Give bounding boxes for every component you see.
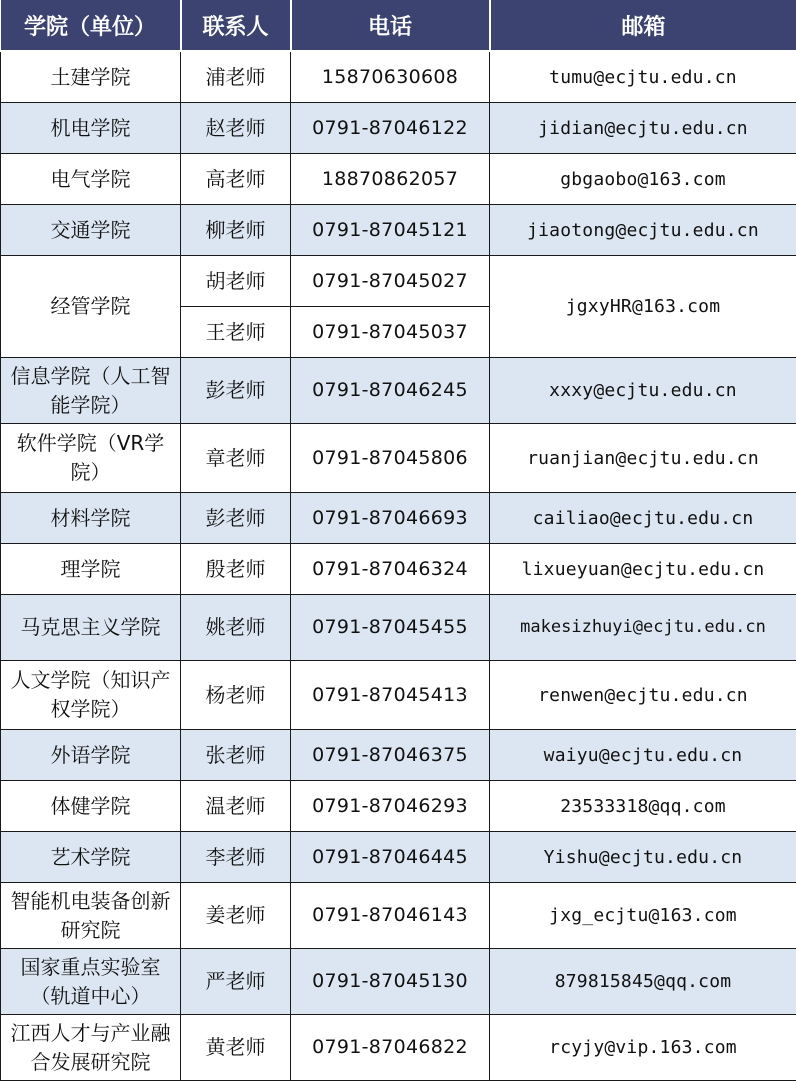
- contact-cell: 严老师: [181, 949, 291, 1015]
- phone-cell: 0791-87045413: [291, 661, 490, 730]
- table-row: [1, 661, 796, 730]
- table-row: [1, 595, 796, 661]
- phone-cell: 0791-87045806: [291, 424, 490, 493]
- phone-cell: 0791-87045027: [291, 256, 490, 307]
- phone-cell: 0791-87046122: [291, 103, 490, 154]
- college-cell: 体健学院: [1, 781, 181, 832]
- contact-cell: 浦老师: [181, 51, 291, 103]
- phone-cell: 0791-87046324: [291, 544, 490, 595]
- table-row: [1, 424, 796, 493]
- contact-cell: 彭老师: [181, 358, 291, 424]
- table-row: [1, 1015, 796, 1081]
- contact-cell: 姚老师: [181, 595, 291, 661]
- college-cell: 机电学院: [1, 103, 181, 154]
- phone-cell: 18870862057: [291, 154, 490, 205]
- email-cell[interactable]: 879815845@qq.com: [490, 949, 796, 1015]
- email-cell[interactable]: ruanjian@ecjtu.edu.cn: [490, 424, 796, 493]
- phone-cell: 0791-87046445: [291, 832, 490, 883]
- header-phone: 电话: [291, 0, 490, 51]
- contact-cell: 黄老师: [181, 1015, 291, 1081]
- table-row: [1, 883, 796, 949]
- table-row: [1, 730, 796, 781]
- table-row: [1, 358, 796, 424]
- contact-cell: 温老师: [181, 781, 291, 832]
- contact-cell: 王老师: [181, 307, 291, 358]
- college-cell: 材料学院: [1, 493, 181, 544]
- table-row: [1, 781, 796, 832]
- table-row: [1, 949, 796, 1015]
- email-cell[interactable]: jiaotong@ecjtu.edu.cn: [490, 205, 796, 256]
- college-cell: 土建学院: [1, 51, 181, 103]
- college-cell: 艺术学院: [1, 832, 181, 883]
- email-cell[interactable]: waiyu@ecjtu.edu.cn: [490, 730, 796, 781]
- college-cell: 智能机电装备创新研究院: [1, 883, 181, 949]
- phone-cell: 0791-87046293: [291, 781, 490, 832]
- email-cell[interactable]: xxxy@ecjtu.edu.cn: [490, 358, 796, 424]
- contact-cell: 姜老师: [181, 883, 291, 949]
- contact-cell: 张老师: [181, 730, 291, 781]
- college-cell: 理学院: [1, 544, 181, 595]
- table-row: [1, 51, 796, 103]
- phone-cell: 0791-87046822: [291, 1015, 490, 1081]
- phone-cell: 0791-87045455: [291, 595, 490, 661]
- college-cell: 江西人才与产业融合发展研究院: [1, 1015, 181, 1081]
- table-row: [1, 154, 796, 205]
- email-cell[interactable]: cailiao@ecjtu.edu.cn: [490, 493, 796, 544]
- phone-cell: 0791-87045130: [291, 949, 490, 1015]
- table-row: [1, 205, 796, 256]
- phone-cell: 0791-87046375: [291, 730, 490, 781]
- phone-cell: 15870630608: [291, 51, 490, 103]
- email-cell[interactable]: jidian@ecjtu.edu.cn: [490, 103, 796, 154]
- college-cell: 电气学院: [1, 154, 181, 205]
- phone-cell: 0791-87046245: [291, 358, 490, 424]
- email-cell[interactable]: rcyjy@vip.163.com: [490, 1015, 796, 1081]
- table-header: [1, 0, 796, 51]
- email-cell[interactable]: 23533318@qq.com: [490, 781, 796, 832]
- contact-cell: 胡老师: [181, 256, 291, 307]
- contact-cell: 彭老师: [181, 493, 291, 544]
- contact-cell: 杨老师: [181, 661, 291, 730]
- header-college: 学院（单位）: [1, 0, 181, 51]
- contact-cell: 李老师: [181, 832, 291, 883]
- header-contact: 联系人: [181, 0, 291, 51]
- college-cell: 软件学院（VR学院）: [1, 424, 181, 493]
- email-cell[interactable]: jgxyHR@163.com: [490, 256, 796, 358]
- phone-cell: 0791-87045121: [291, 205, 490, 256]
- college-cell: 马克思主义学院: [1, 595, 181, 661]
- header-row: [1, 0, 796, 51]
- college-cell: 人文学院（知识产权学院）: [1, 661, 181, 730]
- email-cell[interactable]: Yishu@ecjtu.edu.cn: [490, 832, 796, 883]
- contact-cell: 赵老师: [181, 103, 291, 154]
- email-cell[interactable]: tumu@ecjtu.edu.cn: [490, 51, 796, 103]
- table-row: [1, 103, 796, 154]
- table-row: [1, 493, 796, 544]
- contact-cell: 章老师: [181, 424, 291, 493]
- email-cell[interactable]: lixueyuan@ecjtu.edu.cn: [490, 544, 796, 595]
- college-cell: 经管学院: [1, 256, 181, 358]
- phone-cell: 0791-87046693: [291, 493, 490, 544]
- email-cell[interactable]: gbgaobo@163.com: [490, 154, 796, 205]
- table-row: [1, 256, 796, 307]
- email-cell[interactable]: makesizhuyi@ecjtu.edu.cn: [490, 595, 796, 661]
- table-row: [1, 544, 796, 595]
- college-cell: 信息学院（人工智能学院）: [1, 358, 181, 424]
- college-cell: 外语学院: [1, 730, 181, 781]
- table-body: [1, 51, 796, 1081]
- phone-cell: 0791-87045037: [291, 307, 490, 358]
- email-cell[interactable]: jxg_ecjtu@163.com: [490, 883, 796, 949]
- email-cell[interactable]: renwen@ecjtu.edu.cn: [490, 661, 796, 730]
- contact-cell: 柳老师: [181, 205, 291, 256]
- college-cell: 国家重点实验室（轨道中心）: [1, 949, 181, 1015]
- phone-cell: 0791-87046143: [291, 883, 490, 949]
- contact-cell: 殷老师: [181, 544, 291, 595]
- college-cell: 交通学院: [1, 205, 181, 256]
- header-email: 邮箱: [490, 0, 796, 51]
- contact-cell: 高老师: [181, 154, 291, 205]
- table-row: [1, 832, 796, 883]
